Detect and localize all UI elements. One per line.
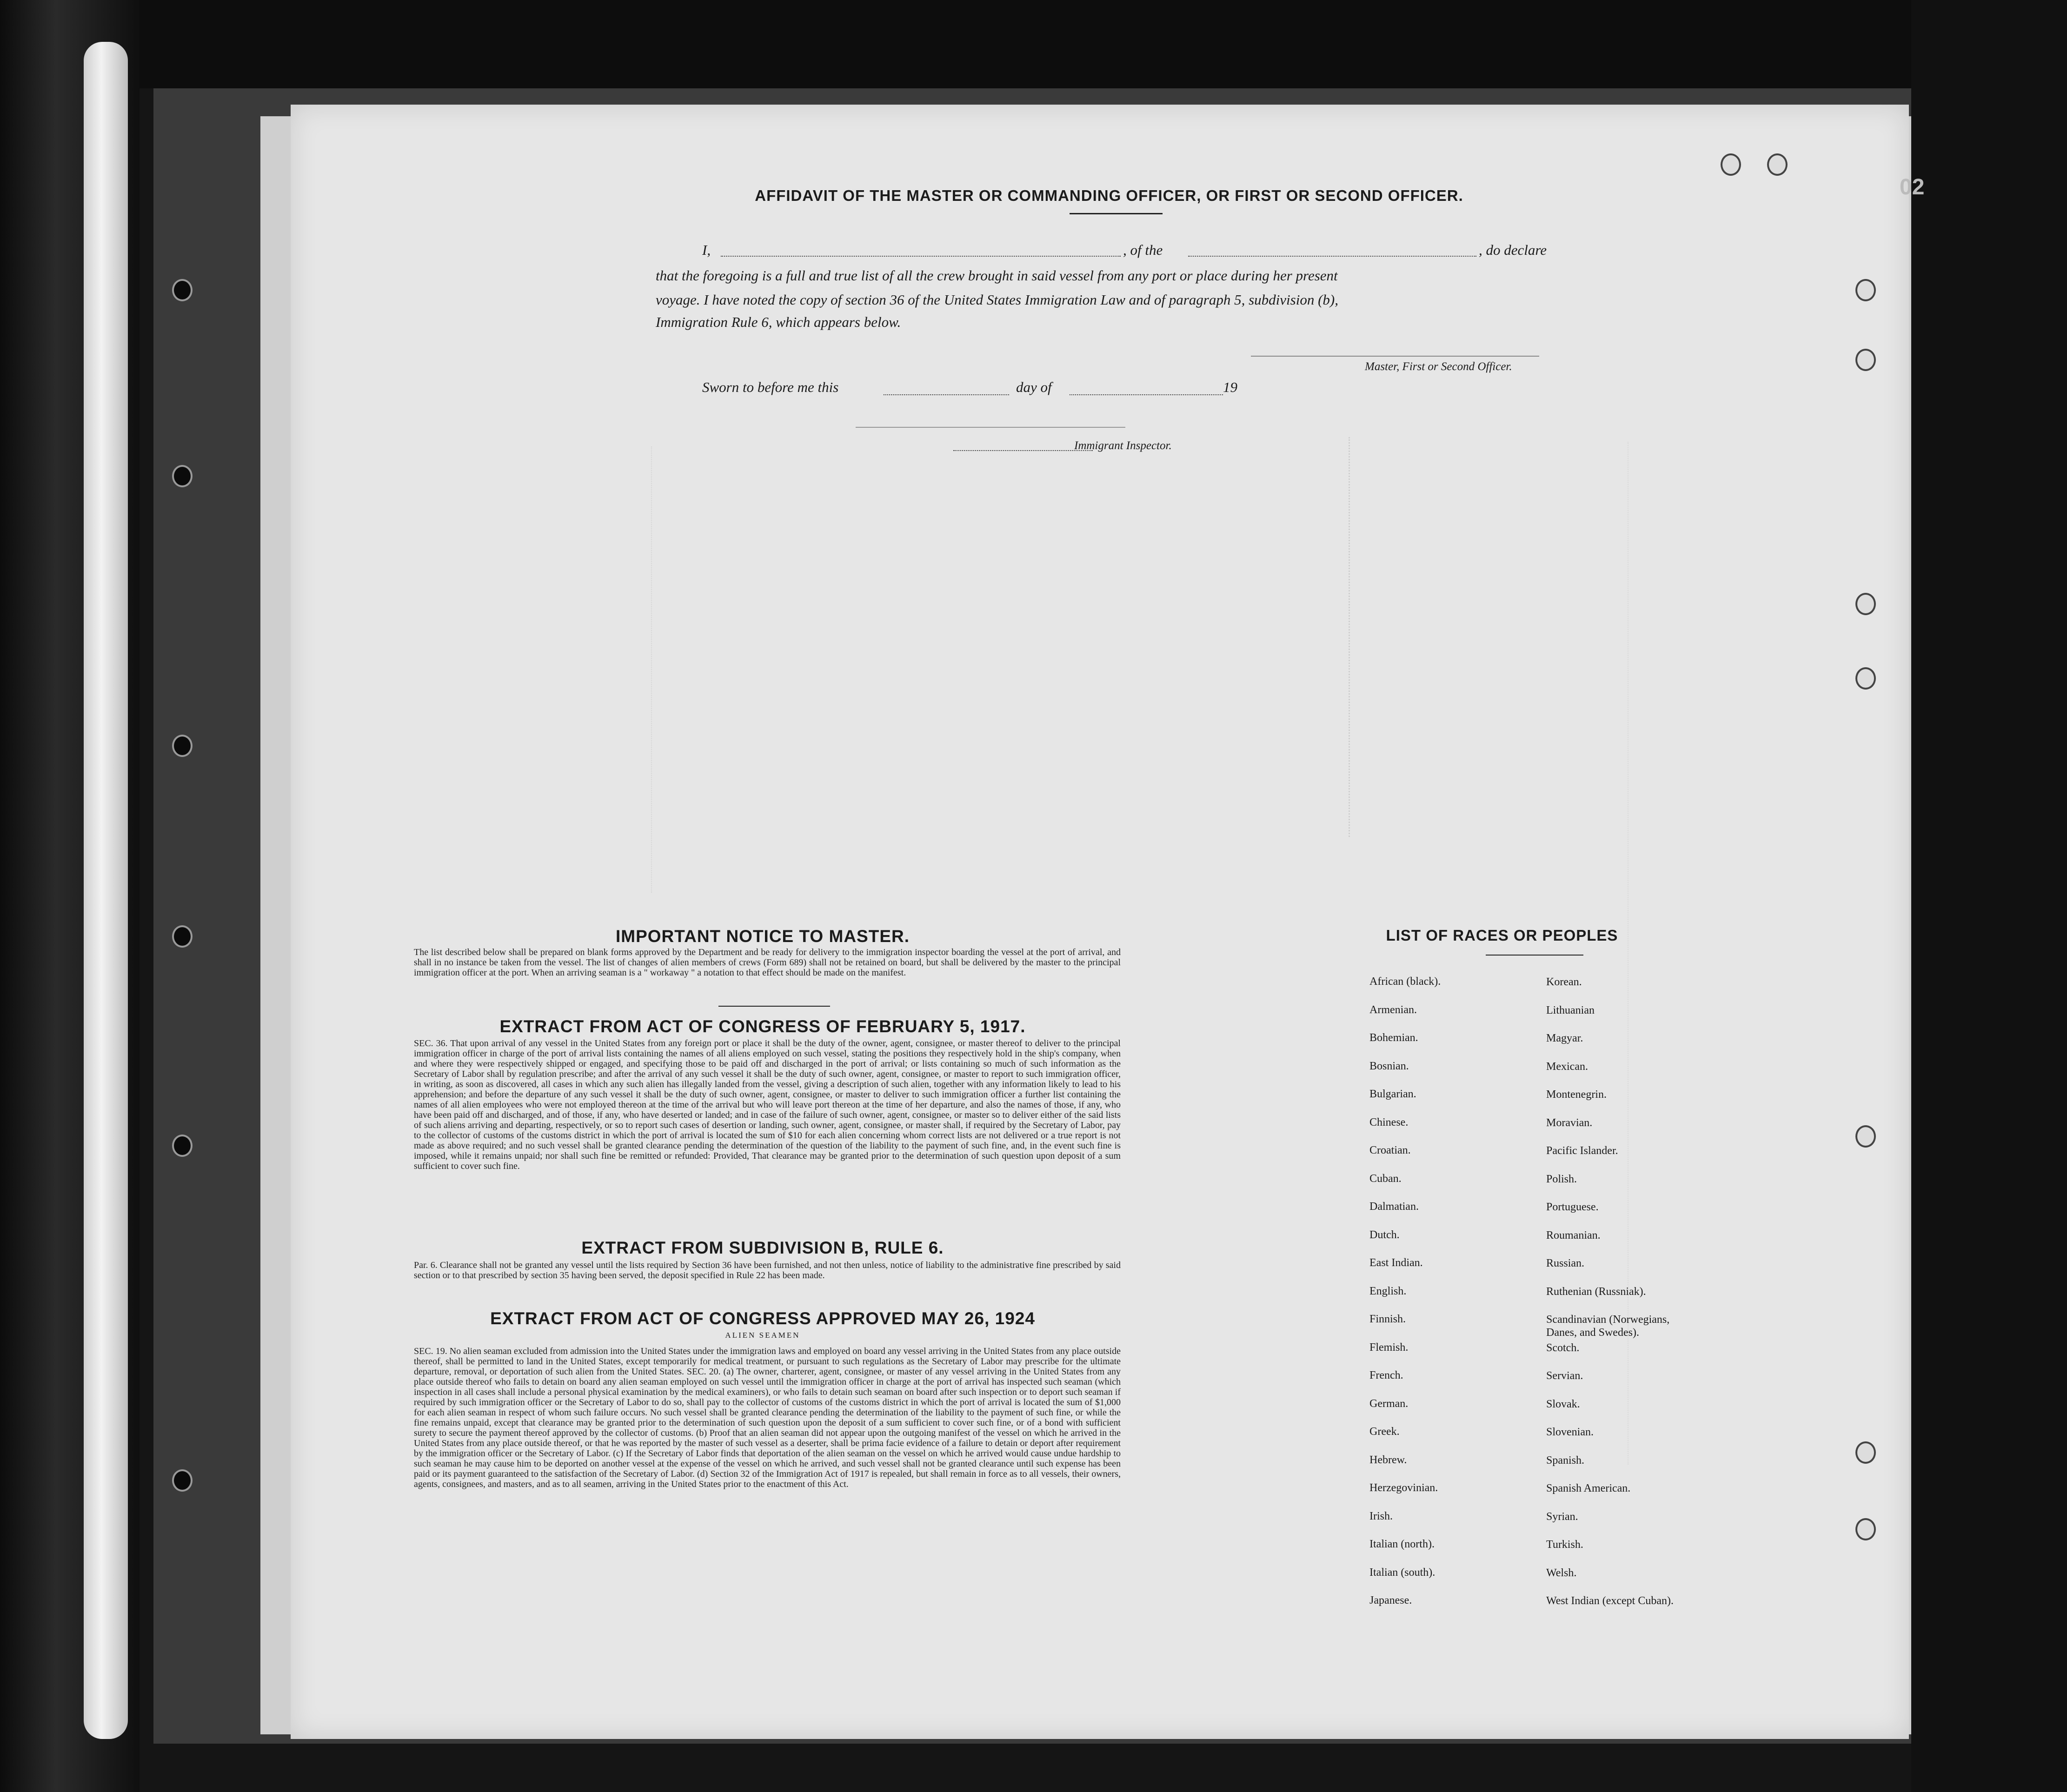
sworn-year: 19 [1223,379,1237,395]
affidavit-line-2: that the foregoing is a full and true list of all the crew brought in said vessel from any port or place during her present [656,267,1338,284]
race-item: Dutch. [1369,1229,1400,1241]
race-item: Welsh. [1546,1567,1577,1579]
affidavit-title: AFFIDAVIT OF THE MASTER OR COMMANDING OFFICER, OR FIRST OR SECOND OFFICER. [755,187,1463,204]
affidavit-line-i: I, [702,242,711,258]
race-item: Finnish. [1369,1313,1406,1325]
notice-text: The list described below shall be prepared on blank forms approved by the Department and be ready for delivery to the immigration inspector boarding the vessel at the port of arrival, and shall in no instance be taken from the vessel. The list of changes of alien members of crews (Form 689) shall not be retained on board, but shall be delivered by the master to the principal immigration officer at the port. When an arriving seaman is a " workaway " a notation to that effect should be made on the manifest. [414,947,1121,978]
races-title: LIST OF RACES OR PEOPLES [1386,927,1618,944]
section-divider [718,1006,830,1007]
title-underline [1070,213,1163,214]
binder-hole-icon [1721,153,1741,176]
affidavit-line-declare: , do declare [1479,242,1547,258]
race-item: Scandinavian (Norwegians, Danes, and Swedes). [1546,1314,1670,1339]
extract-1924-text: SEC. 19. No alien seaman excluded from admission into the United States under the immigration laws and employed on board any vessel arriving in the United States from any place outside thereof, shall be permitted to land in the United States, except temporarily for medical treatment, or pursuant to such regulations as the Secretary of Labor may prescribe for the ultimate departure, removal, or deportation of such alien from the United States. SEC. 20. (a) The owner, charterer, agent, consignee, or master of any vessel arriving in the United States from any place outside thereof who fails to detain on board any alien seaman employed on such vessel until the immigration officer in charge at the port of arrival has inspected such seaman (which inspection in all cases shall include a personal physical examination by the medical examiners), or who fails to detain such seaman on board after such inspection or to deport such seaman if required by such immigration officer or the Secretary of Labor to do so, shall pay to the collector of customs of the customs district in which the port of arrival is located the sum of $1,000 for each alien seaman in respect of whom such failure occurs. No such vessel shall be granted clearance pending the determination of the liability to the payment of such fine, or while the fine remains unpaid, except that clearance may be granted prior to the determination of such question upon the deposit of a sum sufficient to cover such fine, or of a bond with sufficient surety to secure the payment thereof approved by the collector of customs. (b) Proof that an alien seaman did not appear upon the outgoing manifest of the vessel on which he arrived in the United States from any place outside thereof, or that he was reported by the master of such vessel as a deserter, shall be prima facie evidence of a failure to detain or deport after requirement by the immigration officer or the Secretary of Labor. (c) If the Secretary of Labor finds that deportation of the alien seaman on the vessel on which he arrived would cause undue hardship to such seaman he may cause him to be deported on another vessel at the expense of the vessel on which he arrived, and such vessel shall not be granted clearance until such expense has been paid or its payment guaranteed to the satisfaction of the Secretary of Labor. (d) Section 32 of the Immigration Act of 1917 is repealed, but shall remain in force as to all vessels, their owners, agents, consignees, and masters, and as to all seamen, arriving in the United States prior to the enactment of this Act. [414,1346,1121,1489]
binder-hole-icon [172,465,193,487]
extract-1924-title: EXTRACT FROM ACT OF CONGRESS APPROVED MAY 26, 1924 [490,1309,1035,1328]
extract-1924-subtitle: ALIEN SEAMEN [725,1331,800,1340]
binder-hole-icon [172,735,193,757]
race-item: Dalmatian. [1369,1201,1419,1213]
race-item: English. [1369,1285,1407,1297]
extract-1917-title: EXTRACT FROM ACT OF CONGRESS OF FEBRUARY 5, 1917. [499,1017,1026,1036]
race-item: Slovak. [1546,1398,1580,1410]
race-item: West Indian (except Cuban). [1546,1595,1674,1607]
races-title-underline [1486,955,1583,956]
race-item: German. [1369,1398,1409,1410]
day-blank [884,394,1009,395]
race-item: Servian. [1546,1370,1583,1382]
name-blank [721,256,1121,257]
sworn-day-of: day of [1016,379,1052,395]
binder-hole-icon [1855,279,1876,301]
race-item: Lithuanian [1546,1004,1595,1016]
scan-top-border [0,0,2067,88]
frame-number: 02 [1900,175,1925,199]
race-item: Greek. [1369,1426,1400,1438]
race-item: Spanish American. [1546,1482,1631,1494]
race-item: Herzegovinian. [1369,1482,1438,1494]
white-binding-strip [84,42,128,1739]
affidavit-line-of-the: , of the [1123,242,1163,258]
race-item: East Indian. [1369,1257,1423,1269]
binder-hole-icon [172,925,193,948]
race-item: Portuguese. [1546,1201,1599,1213]
race-item: Moravian. [1546,1117,1593,1129]
extract-rule6-title: EXTRACT FROM SUBDIVISION B, RULE 6. [581,1238,944,1257]
race-item: Cuban. [1369,1173,1402,1185]
race-item: Bohemian. [1369,1032,1418,1044]
notice-title: IMPORTANT NOTICE TO MASTER. [615,927,910,946]
race-item: Italian (south). [1369,1566,1436,1579]
binder-hole-icon [172,279,193,301]
race-item: Spanish. [1546,1454,1585,1467]
month-blank [1070,394,1223,395]
master-signature-line [1251,356,1539,357]
inspector-caption: Immigrant Inspector. [1074,439,1172,452]
binder-hole-icon [1767,153,1788,176]
affidavit-line-4: Immigration Rule 6, which appears below. [656,314,901,330]
race-item: Croatian. [1369,1144,1411,1156]
race-item: Chinese. [1369,1116,1409,1128]
race-item: Polish. [1546,1173,1577,1185]
inspector-signature-line [856,427,1125,428]
race-item: Pacific Islander. [1546,1145,1618,1157]
race-item: Slovenian. [1546,1426,1594,1438]
extract-1917-text: SEC. 36. That upon arrival of any vessel in the United States from any foreign port or place it shall be the duty of the owner, agent, consignee, or master thereof to deliver to the principal immigration officer in charge of the port of arrival lists containing the names of all aliens employed on such vessel, stating the positions they respectively hold in the ship's company, when and where they were respectively shipped or engaged, and specifying those to be paid off and discharged in the port of arrival; or lists containing so much of such information as the Secretary of Labor shall by regulation prescribe; and after the arrival of any such vessel it shall be the duty of such owner, agent, consignee, or master to report to such immigration officer, in writing, as soon as discovered, all cases in which any such alien has illegally landed from the vessel, giving a description of such alien, together with any information likely to lead to his apprehension; and before the departure of any such vessel it shall be the duty of such owner, agent, consignee, or master to deliver to such immigration officer a further list containing the names of all alien employees who were not employed thereon at the time of the arrival but who will leave port thereon at the time of her departure, and also the names of those, if any, who have been paid off and discharged, and of those, if any, who have deserted or landed; and in case of the failure of such owner, agent, consignee, or master so to deliver either of the said lists of such aliens arriving and departing, respectively, or so to report such cases of desertion or landing, such owner, agent, consignee, or master shall, if required by the Secretary of Labor, pay to the collector of customs of the customs district in which the port of arrival is located the sum of $10 for each alien concerning whom correct lists are not delivered or a true report is not made as above required; and no such vessel shall be granted clearance pending the determination of the question of the liability to the payment of such fine, and, in the event such fine is imposed, while it remains unpaid; nor shall such fine be remitted or refunded: Provided, That clearance may be granted prior to the determination of such question upon deposit of a sum sufficient to cover such fine. [414,1038,1121,1171]
binder-hole-icon [1855,1518,1876,1540]
binder-hole-icon [172,1135,193,1157]
race-item: Montenegrin. [1546,1088,1607,1101]
race-item: Hebrew. [1369,1454,1407,1466]
binder-hole-icon [1855,349,1876,371]
sworn-text: Sworn to before me this [702,379,839,395]
race-item: French. [1369,1369,1403,1381]
inspector-dotted-line [953,450,1093,451]
affidavit-line-3: voyage. I have noted the copy of section 36 of the United States Immigration Law and of paragraph 5, subdivision (b), [656,292,1338,308]
scan-right-border [1911,0,2067,1792]
race-item: Flemish. [1369,1341,1409,1354]
race-item: Armenian. [1369,1004,1417,1016]
race-item: Syrian. [1546,1511,1578,1523]
race-item: African (black). [1369,976,1441,988]
race-item: Scotch. [1546,1342,1580,1354]
race-item: Russian. [1546,1257,1585,1269]
race-item: Italian (north). [1369,1538,1435,1550]
race-item: Magyar. [1546,1032,1583,1044]
race-item: Japanese. [1369,1594,1412,1606]
vessel-blank [1188,256,1476,257]
race-item: Bulgarian. [1369,1088,1416,1100]
extract-rule6-text: Par. 6. Clearance shall not be granted any vessel until the lists required by Section 36 have been furnished, and not then unless, notice of liability to the administrative fine prescribed by said section or to that prescribed by section 35 having been served, the deposit specified in Rule 22 has been made. [414,1260,1121,1281]
master-caption: Master, First or Second Officer. [1365,360,1512,373]
binder-hole-icon [172,1469,193,1492]
race-item: Ruthenian (Russniak). [1546,1286,1646,1298]
race-item: Bosnian. [1369,1060,1409,1072]
race-item: Irish. [1369,1510,1393,1522]
race-item: Roumanian. [1546,1229,1601,1241]
race-item: Turkish. [1546,1539,1583,1551]
race-item: Mexican. [1546,1061,1588,1073]
race-item: Korean. [1546,976,1582,988]
